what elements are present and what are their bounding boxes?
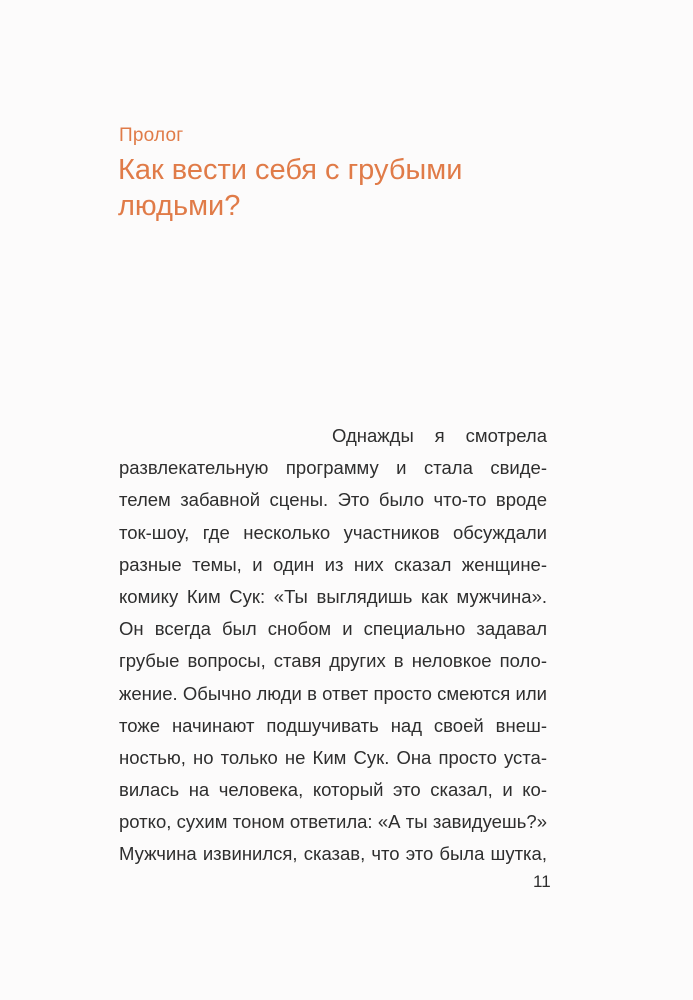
body-text <box>119 420 547 871</box>
body-line: Он всегда был снобом и специально задавал <box>119 618 547 640</box>
body-line: комику Ким Сук: «Ты выглядишь как мужчина». <box>119 585 547 607</box>
body-line: ток-шоу, где несколько участников обсуждали <box>119 521 547 543</box>
body-line: тоже начинают подшучивать над своей внеш- <box>119 714 547 736</box>
body-line: развлекательную программу и стала свиде- <box>119 457 547 479</box>
body-line: грубые вопросы, ставя других в неловкое поло- <box>119 650 547 672</box>
body-line: Однажды я смотрела <box>332 425 547 446</box>
chapter-title: Как вести себя с грубыми людьми? <box>118 154 463 222</box>
body-line: разные темы, и один из них сказал женщине- <box>119 553 547 575</box>
body-line: жение. Обычно люди в ответ просто смеются или <box>119 682 547 704</box>
body-line: телем забавной сцены. Это было что-то вроде <box>119 489 547 511</box>
page-number: 11 <box>533 872 551 891</box>
body-line: Мужчина извинился, сказав, что это была шутка, <box>119 843 547 865</box>
body-line: вилась на человека, который это сказал, и ко- <box>119 779 547 801</box>
body-line: ностью, но только не Ким Сук. Она просто уста- <box>119 746 547 768</box>
chapter-label: Пролог <box>119 125 184 146</box>
body-line: ротко, сухим тоном ответила: «А ты завидуешь?» <box>119 811 547 833</box>
